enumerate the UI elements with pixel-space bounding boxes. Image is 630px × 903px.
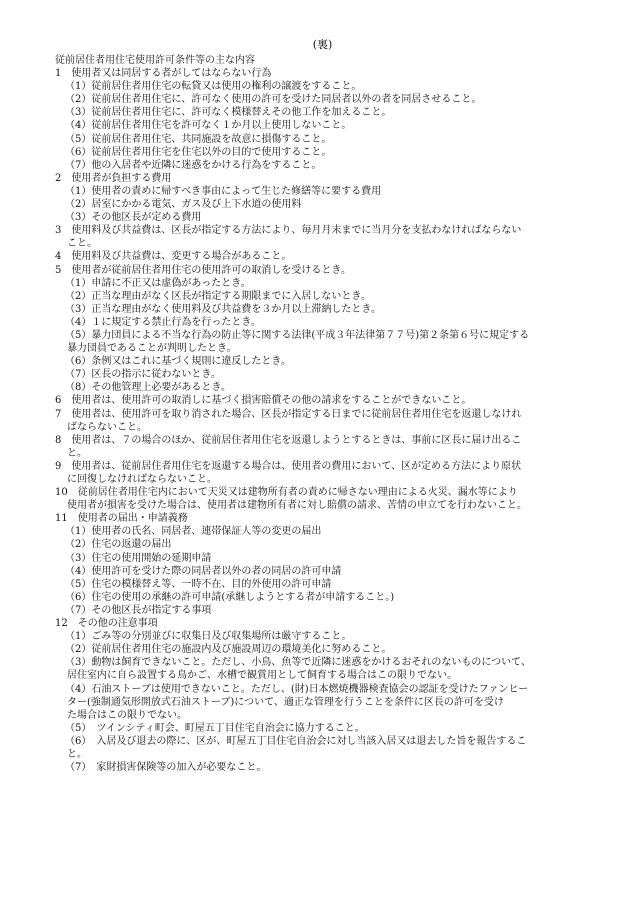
- sub-item-line: （3）正当な理由がなく使用料及び共益費を３か月以上滞納したとき。: [65, 303, 381, 315]
- sub-item-line: （1）従前居住者用住宅の転貸又は使用の権利の譲渡をすること。: [65, 81, 362, 93]
- sub-item-line: （4）石油ストーブは使用できないこと。ただし、(財)日本燃焼機器検査協会の認証を受けたファンヒー: [65, 683, 529, 695]
- section-line: 8 使用者は、７の場合のほか、従前居住者用住宅を返還しようとするときは、事前に区長に届け出るこ: [55, 434, 522, 446]
- text-line-continuation: と。: [67, 447, 87, 459]
- sub-item-line: （2）従前居住者用住宅に、許可なく使用の許可を受けた同居者以外の者を同居させること。: [65, 94, 482, 106]
- sub-item-line: （2）居室にかかる電気、ガス及び上下水道の使用料: [65, 199, 302, 211]
- section-line: 7 使用者は、使用許可を取り消された場合、区長が指定する日までに従前居住者用住宅を返還しなけれ: [55, 408, 522, 420]
- text-line-continuation: 使用者が損害を受けた場合は、使用者は建物所有者に対し賠償の請求、苦情の申立てを行わないこと。: [67, 500, 527, 512]
- section-line: 9 使用者は、従前居住者用住宅を返還する場合は、使用者の費用において、区が定める方法により原状: [55, 460, 522, 472]
- sub-item-line: （5） ツインシティ町会、町屋五丁目住宅自治会に協力すること。: [65, 722, 365, 734]
- sub-item-line: （7）その他区長が指定する事項: [65, 604, 212, 616]
- section-line: 6 使用者は、使用許可の取消しに基づく損害賠償その他の請求をすることができないこと。: [55, 395, 472, 407]
- sub-item-line: （7） 家財損害保険等の加入が必要なこと。: [65, 762, 267, 774]
- sub-item-line: （3）その他区長が定める費用: [65, 212, 202, 224]
- text-line-continuation: ター(強制通気形開放式石油ストーブ)について、適正な管理を行うことを条件に区長の許可を受け: [67, 696, 504, 708]
- sub-item-line: （3）従前居住者用住宅に、許可なく模様替えその他工作を加えること。: [65, 107, 392, 119]
- sub-item-line: （4）従前居住者用住宅を許可なく１か月以上使用しないこと。: [65, 120, 352, 132]
- sub-item-line: （5）従前居住者用住宅、共同施設を故意に損傷すること。: [65, 133, 332, 145]
- section-line: 3 使用料及び共益費は、区長が指定する方法により、毎月月末までに当月分を支払わなければならない: [55, 225, 522, 237]
- section-line: 12 その他の注意事項: [55, 618, 158, 630]
- sub-item-line: （1）申請に不正又は虚偽があったとき。: [65, 277, 251, 289]
- section-line: 2 使用者が負担する費用: [55, 172, 172, 184]
- sub-item-line: （6）条例又はこれに基づく規則に違反したとき。: [65, 356, 291, 368]
- section-line: 1 使用者又は同居する者がしてはならない行為: [55, 68, 272, 80]
- text-line-continuation: ばならないこと。: [67, 421, 147, 433]
- sub-item-line: （4）１に規定する禁止行為を行ったとき。: [65, 316, 261, 328]
- sub-item-line: （1）ごみ等の分別並びに収集日及び収集場所は厳守すること。: [65, 631, 352, 643]
- page-side-heading: (裏): [312, 38, 333, 51]
- sub-item-line: （2）住宅の返還の届出: [65, 539, 172, 551]
- sub-item-line: （8）その他管理上必要があるとき。: [65, 382, 231, 394]
- sub-item-line: （6） 入居及び退去の際に、区が、町屋五丁目住宅自治会に対し当該入居又は退去した旨を報告するこ: [65, 735, 527, 747]
- text-line-continuation: 暴力団員であることが判明したとき。: [67, 343, 237, 355]
- sub-item-line: （6）従前居住者用住宅を住宅以外の目的で使用すること。: [65, 146, 332, 158]
- text-line-continuation: と。: [67, 748, 87, 760]
- section-line: 10 従前居住者用住宅内において天災又は建物所有者の責めに帰さない理由による火災、漏水等により: [55, 487, 518, 499]
- sub-item-line: （6）住宅の使用の承継の許可申請(承継しようとする者が申請すること。): [65, 591, 395, 603]
- text-line-continuation: 居住室内に自ら設置する鳥かご、水槽で観賞用として飼育する場合はこの限りでない。: [67, 670, 457, 682]
- text-line-continuation: こと。: [67, 238, 97, 250]
- sub-item-line: （3）住宅の使用開始の延期申請: [65, 552, 212, 564]
- sub-item-line: （3）動物は飼育できないこと。ただし、小鳥、魚等で近隣に迷惑をかけるおそれのないものについて、: [65, 657, 531, 669]
- section-line: 11 使用者の届出・申請義務: [55, 513, 188, 525]
- sub-item-line: （2）正当な理由がなく区長が指定する期限までに入居しないとき。: [65, 290, 371, 302]
- document-body: [55, 67, 590, 774]
- section-line: 4 使用料及び共益費は、変更する場合があること。: [55, 251, 292, 263]
- sub-item-line: （2）従前居住者用住宅の施設内及び施設周辺の環境美化に努めること。: [65, 644, 392, 656]
- sub-item-line: （1）使用者の氏名、同居者、連帯保証人等の変更の届出: [65, 526, 322, 538]
- document-title: 従前居住者用住宅使用許可条件等の主な内容: [55, 55, 255, 66]
- text-line-continuation: た場合はこの限りでない。: [67, 709, 187, 721]
- sub-item-line: （1）使用者の責めに帰すべき事由によって生じた修繕等に要する費用: [65, 185, 382, 197]
- sub-item-line: （7）他の入居者や近隣に迷惑をかける行為をすること。: [65, 159, 322, 171]
- section-line: 5 使用者が従前居住者用住宅の使用許可の取消しを受けるとき。: [55, 264, 351, 276]
- sub-item-line: （4）使用許可を受けた際の同居者以外の者の同居の許可申請: [65, 565, 342, 577]
- sub-item-line: （7）区長の指示に従わないとき。: [65, 369, 221, 381]
- sub-item-line: （5）暴力団員による不当な行為の防止等に関する法律(平成３年法律第７７号)第２条第６号に規定する: [65, 329, 530, 341]
- text-line-continuation: に回復しなければならないこと。: [67, 474, 217, 485]
- sub-item-line: （5）住宅の模様替え等、一時不在、目的外使用の許可申請: [65, 578, 332, 590]
